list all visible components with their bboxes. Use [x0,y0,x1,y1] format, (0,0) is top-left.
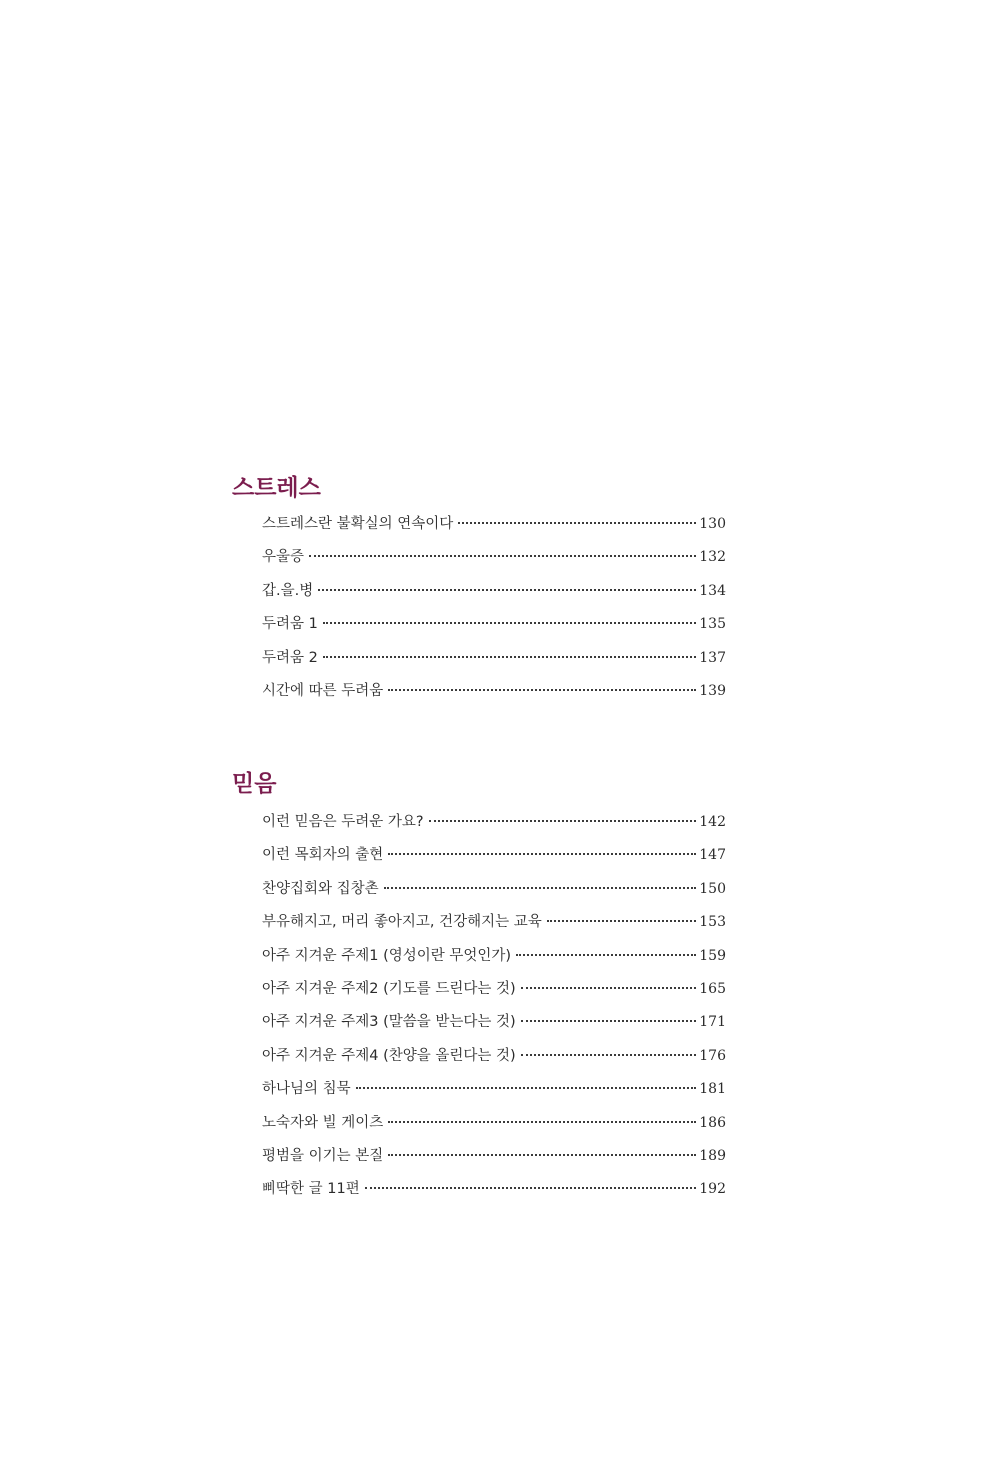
toc-entry-title: 두려움 1 [262,616,318,633]
toc-entry[interactable] [262,675,726,708]
toc-entry[interactable] [262,973,726,1006]
toc-entry-title: 삐딱한 글 11편 [262,1181,360,1198]
toc-entry-page: 171 [699,1014,726,1031]
dot-leader [323,622,696,624]
toc-list [262,806,726,1207]
dot-leader [388,1154,696,1156]
toc-entry[interactable] [262,806,726,839]
toc-entry-title: 평범을 이기는 본질 [262,1147,384,1164]
toc-entry-title: 두려움 2 [262,649,318,666]
toc-entry[interactable] [262,508,726,541]
toc-entry-title: 아주 지겨운 주제1 (영성이란 무엇인가) [262,947,512,964]
toc-entry-page: 192 [699,1181,726,1198]
toc-entry-page: 147 [699,847,726,864]
section-title: 믿음 [232,770,277,797]
toc-entry-title: 하나님의 침묵 [262,1081,351,1098]
toc-entry-title: 찬양집회와 집창촌 [262,880,379,897]
toc-section-faith [232,768,726,1207]
toc-entry-page: 176 [699,1047,726,1064]
toc-entry-page: 139 [699,682,726,699]
toc-entry[interactable] [262,1040,726,1073]
toc-entry-page: 165 [699,980,726,997]
toc-entry-page: 130 [699,516,726,532]
toc-entry[interactable] [262,541,726,574]
toc-entry-title: 이런 목회자의 출현 [262,847,384,864]
toc-entry-page: 186 [699,1114,726,1131]
dot-leader [309,555,696,557]
toc-entry[interactable] [262,940,726,973]
section-title: 스트레스 [232,474,321,501]
toc-entry-page: 135 [699,616,726,633]
dot-leader [521,1020,697,1022]
dot-leader [516,954,696,956]
dot-leader [365,1187,697,1189]
toc-entry[interactable] [262,906,726,939]
dot-leader [388,1121,696,1123]
toc-entry-page: 142 [699,814,726,830]
dot-leader [429,820,697,822]
dot-leader [318,589,696,591]
toc-list [262,508,726,708]
toc-entry-page: 134 [699,582,726,599]
toc-entry[interactable] [262,575,726,608]
toc-entry-page: 159 [699,947,726,964]
toc-entry[interactable] [262,839,726,872]
toc-entry-title: 아주 지겨운 주제3 (말씀을 받는다는 것) [262,1014,516,1031]
toc-entry[interactable] [262,1173,726,1206]
dot-leader [521,1054,697,1056]
dot-leader [458,522,696,524]
dot-leader [356,1087,697,1089]
dot-leader [521,987,697,989]
toc-entry-title: 우울증 [262,549,305,566]
toc-entry-title: 시간에 따른 두려움 [262,682,384,699]
toc-entry-title: 아주 지겨운 주제2 (기도를 드린다는 것) [262,980,516,997]
dot-leader [323,656,696,658]
toc-entry-page: 137 [699,649,726,666]
toc-entry-title: 갑.을.병 [262,582,314,599]
toc-entry[interactable] [262,1073,726,1106]
toc-entry-title: 이런 믿음은 두려운 가요? [262,814,424,830]
toc-section-stress [232,472,726,708]
dot-leader [388,853,696,855]
dot-leader [388,689,696,691]
toc-entry[interactable] [262,873,726,906]
toc-entry-page: 132 [699,549,726,566]
toc-entry[interactable] [262,1006,726,1039]
dot-leader [384,887,697,889]
toc-entry-page: 181 [699,1081,726,1098]
toc-entry[interactable] [262,1107,726,1140]
toc-entry-title: 스트레스란 불확실의 연속이다 [262,516,454,532]
toc-entry-page: 153 [699,914,726,931]
toc-entry[interactable] [262,1140,726,1173]
toc-entry-title: 아주 지겨운 주제4 (찬양을 올린다는 것) [262,1047,516,1064]
toc-entry[interactable] [262,608,726,641]
toc-entry-title: 노숙자와 빌 게이츠 [262,1114,384,1131]
toc-entry[interactable] [262,642,726,675]
toc-entry-page: 150 [699,880,726,897]
toc-entry-page: 189 [699,1147,726,1164]
toc-entry-title: 부유해지고, 머리 좋아지고, 건강해지는 교육 [262,914,542,931]
dot-leader [547,920,696,922]
